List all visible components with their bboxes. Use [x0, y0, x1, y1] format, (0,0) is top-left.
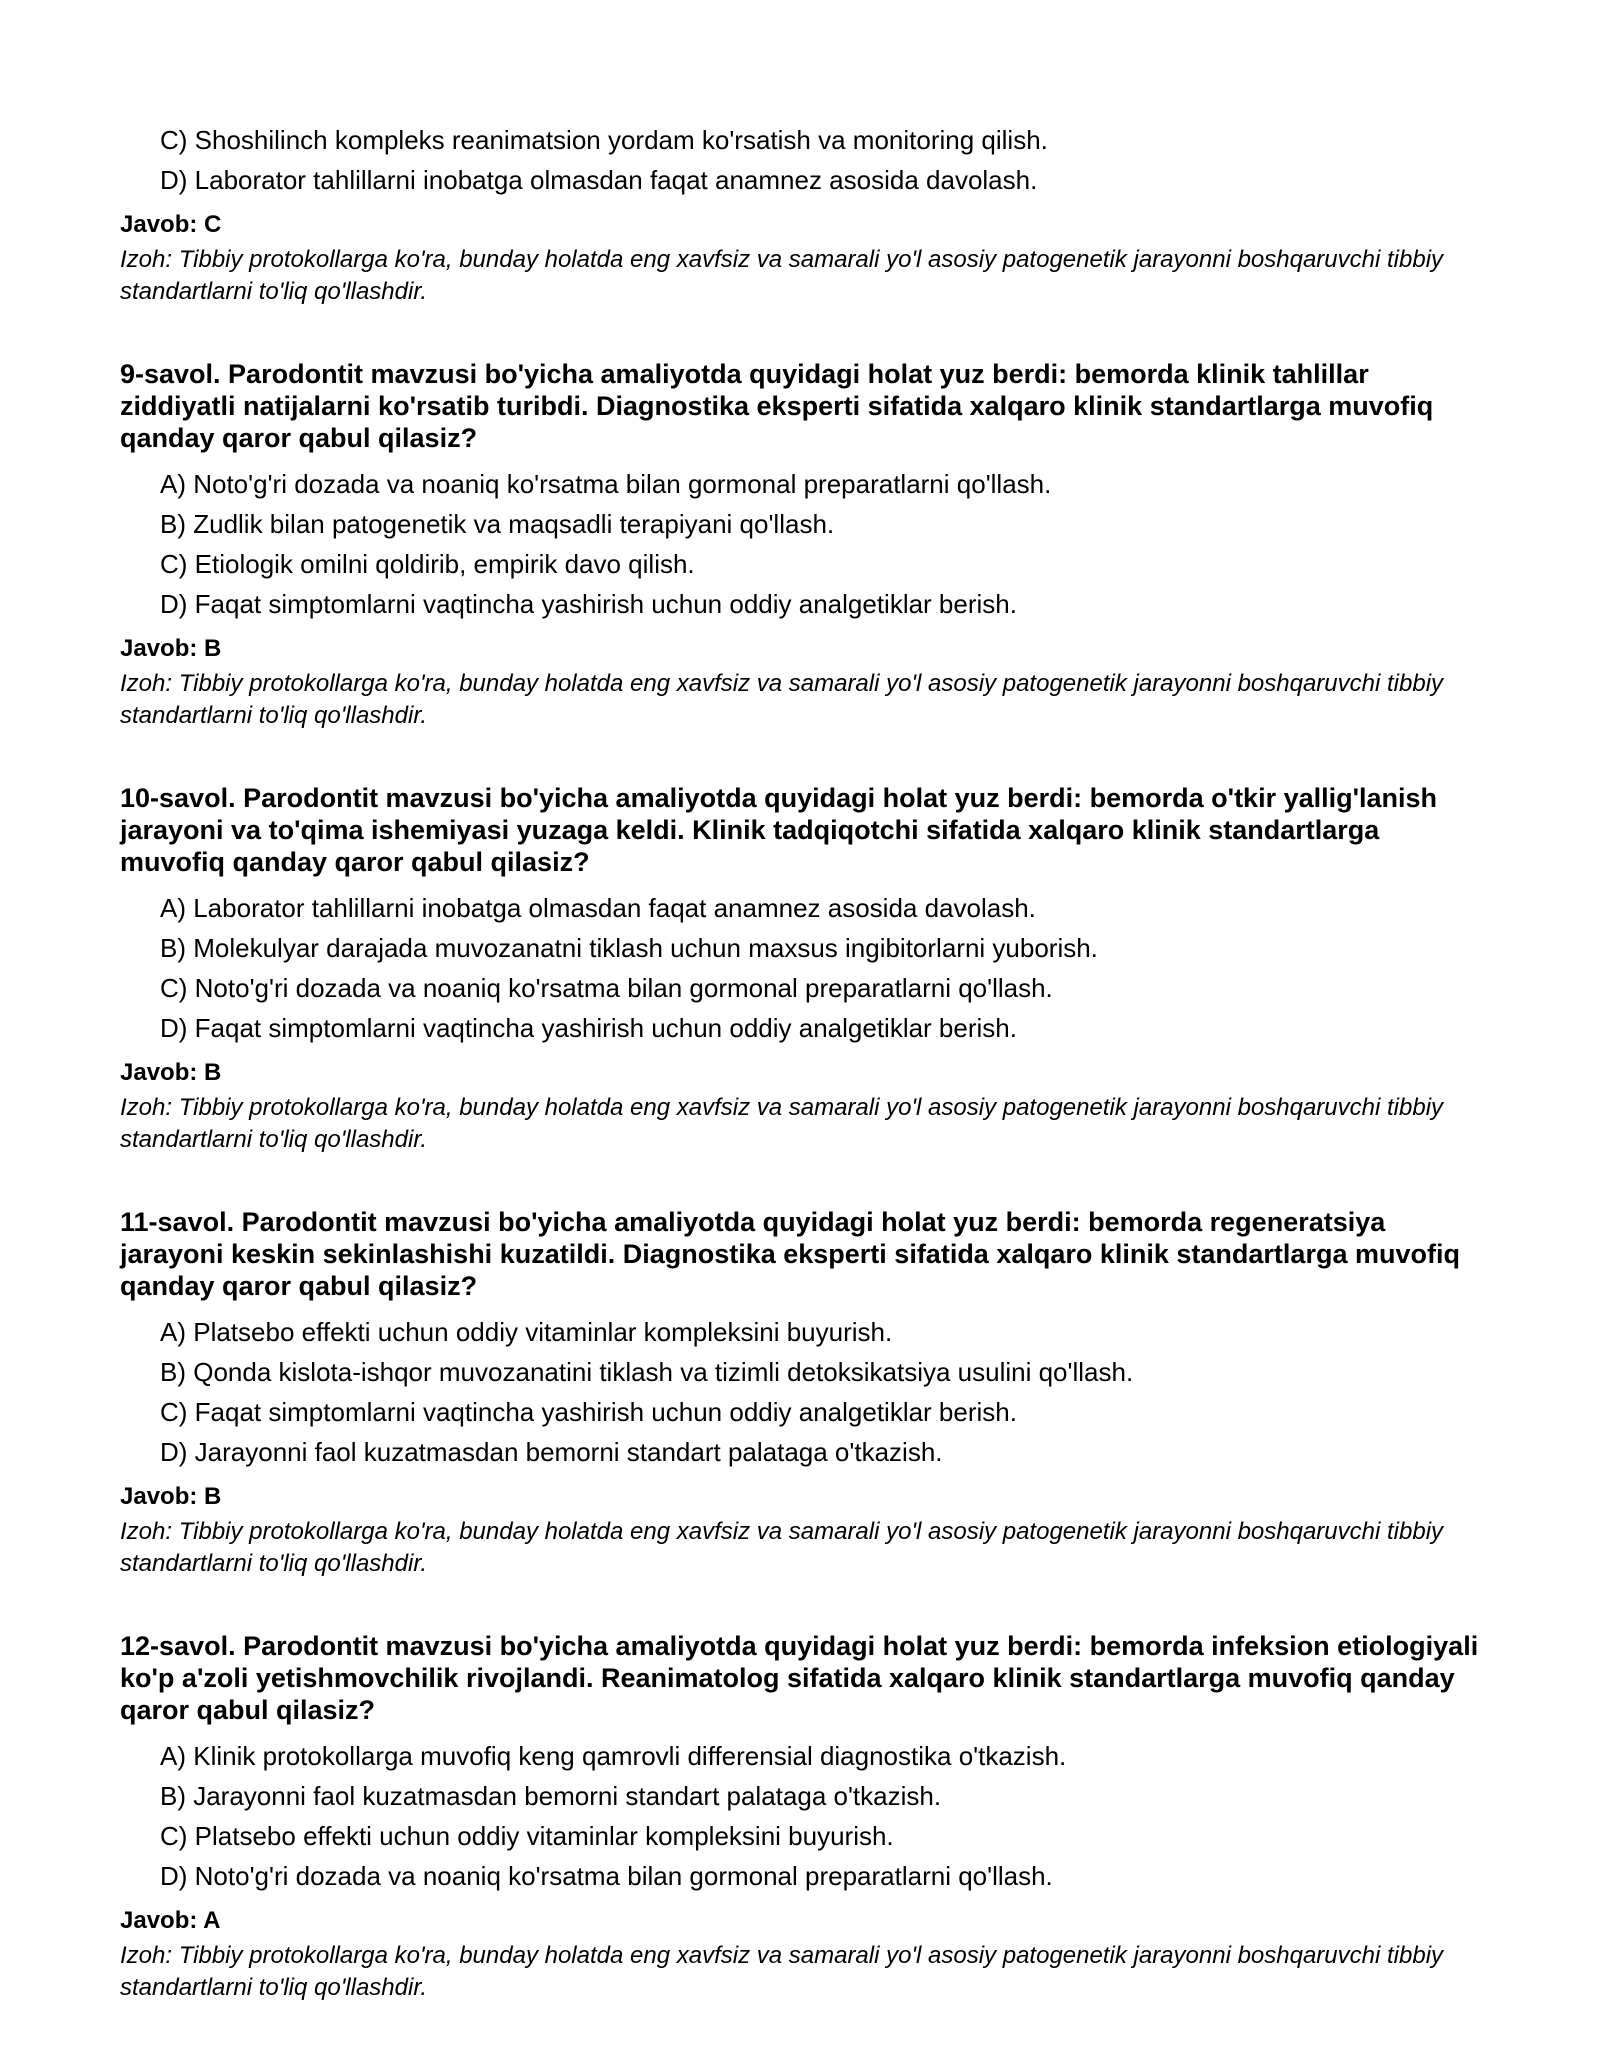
question-text: 11-savol. Parodontit mavzusi bo'yicha amaliyotda quyidagi holat yuz berdi: bemorda regeneratsiya jarayoni keskin sekinlashishi kuzatildi. Diagnostika eksperti sifatida xalqaro klinik standartlarga muvofiq qanday qaror qabul qilasiz? — [120, 1207, 1460, 1301]
option-d: D) Noto'g'ri dozada va noaniq ko'rsatma bilan gormonal preparatlarni qo'llash. — [160, 1861, 1053, 1891]
answer-label: Javob: B — [120, 1483, 222, 1510]
explanation-note: Izoh: Tibbiy protokollarga ko'ra, bunday holatda eng xavfsiz va samarali yo'l asosiy patogenetik jarayonni boshqaruvchi tibbiy standartlarni to'liq qo'llashdir. — [120, 246, 1444, 305]
question-text: 12-savol. Parodontit mavzusi bo'yicha amaliyotda quyidagi holat yuz berdi: bemorda infeksion etiologiyali ko'p a'zoli yetishmovchilik rivojlandi. Reanimatolog sifatida xalqaro klinik standartlarga muvofiq qanday qaror qabul qilasiz? — [120, 1631, 1479, 1725]
option-d: D) Faqat simptomlarni vaqtincha yashirish uchun oddiy analgetiklar berish. — [160, 589, 1017, 619]
option-d: D) Faqat simptomlarni vaqtincha yashirish uchun oddiy analgetiklar berish. — [160, 1013, 1017, 1043]
question-9 — [120, 358, 1480, 732]
option-c: C) Etiologik omilni qoldirib, empirik davo qilish. — [160, 549, 695, 579]
option-a: A) Klinik protokollarga muvofiq keng qamrovli differensial diagnostika o'tkazish. — [160, 1741, 1067, 1771]
option-b: B) Zudlik bilan patogenetik va maqsadli terapiyani qo'llash. — [160, 509, 835, 539]
answer-label: Javob: B — [120, 1059, 222, 1086]
option-d: D) Laborator tahlillarni inobatga olmasdan faqat anamnez asosida davolash. — [160, 165, 1038, 195]
explanation-note: Izoh: Tibbiy protokollarga ko'ra, bunday holatda eng xavfsiz va samarali yo'l asosiy patogenetik jarayonni boshqaruvchi tibbiy standartlarni to'liq qo'llashdir. — [120, 1942, 1444, 2001]
question-10 — [120, 782, 1480, 1156]
option-a: A) Noto'g'ri dozada va noaniq ko'rsatma bilan gormonal preparatlarni qo'llash. — [160, 469, 1052, 499]
option-c: C) Faqat simptomlarni vaqtincha yashirish uchun oddiy analgetiklar berish. — [160, 1397, 1017, 1427]
previous-question-tail — [120, 120, 1480, 308]
answer-label: Javob: C — [120, 211, 222, 238]
option-c: C) Shoshilinch kompleks reanimatsion yordam ko'rsatish va monitoring qilish. — [160, 125, 1048, 155]
answer-label: Javob: B — [120, 635, 222, 662]
explanation-note: Izoh: Tibbiy protokollarga ko'ra, bunday holatda eng xavfsiz va samarali yo'l asosiy patogenetik jarayonni boshqaruvchi tibbiy standartlarni to'liq qo'llashdir. — [120, 1518, 1444, 1577]
document-page — [120, 120, 1480, 2004]
question-text: 9-savol. Parodontit mavzusi bo'yicha amaliyotda quyidagi holat yuz berdi: bemorda klinik tahlillar ziddiyatli natijalarni ko'rsatib turibdi. Diagnostika eksperti sifatida xalqaro klinik standartlarga muvofiq qanday qaror qabul qilasiz? — [120, 359, 1434, 453]
option-d: D) Jarayonni faol kuzatmasdan bemorni standart palataga o'tkazish. — [160, 1437, 943, 1467]
explanation-note: Izoh: Tibbiy protokollarga ko'ra, bunday holatda eng xavfsiz va samarali yo'l asosiy patogenetik jarayonni boshqaruvchi tibbiy standartlarni to'liq qo'llashdir. — [120, 1094, 1444, 1153]
question-12 — [120, 1630, 1480, 2004]
option-b: B) Jarayonni faol kuzatmasdan bemorni standart palataga o'tkazish. — [160, 1781, 942, 1811]
option-a: A) Platsebo effekti uchun oddiy vitaminlar kompleksini buyurish. — [160, 1317, 893, 1347]
option-a: A) Laborator tahlillarni inobatga olmasdan faqat anamnez asosida davolash. — [160, 893, 1036, 923]
question-11 — [120, 1206, 1480, 1580]
answer-label: Javob: A — [120, 1907, 221, 1934]
explanation-note: Izoh: Tibbiy protokollarga ko'ra, bunday holatda eng xavfsiz va samarali yo'l asosiy patogenetik jarayonni boshqaruvchi tibbiy standartlarni to'liq qo'llashdir. — [120, 670, 1444, 729]
option-b: B) Qonda kislota-ishqor muvozanatini tiklash va tizimli detoksikatsiya usulini qo'llash. — [160, 1357, 1134, 1387]
question-text: 10-savol. Parodontit mavzusi bo'yicha amaliyotda quyidagi holat yuz berdi: bemorda o'tkir yallig'lanish jarayoni va to'qima ishemiyasi yuzaga keldi. Klinik tadqiqotchi sifatida xalqaro klinik standartlarga muvofiq qanday qaror qabul qilasiz? — [120, 783, 1438, 877]
option-c: C) Platsebo effekti uchun oddiy vitaminlar kompleksini buyurish. — [160, 1821, 894, 1851]
option-b: B) Molekulyar darajada muvozanatni tiklash uchun maxsus ingibitorlarni yuborish. — [160, 933, 1098, 963]
option-c: C) Noto'g'ri dozada va noaniq ko'rsatma bilan gormonal preparatlarni qo'llash. — [160, 973, 1053, 1003]
